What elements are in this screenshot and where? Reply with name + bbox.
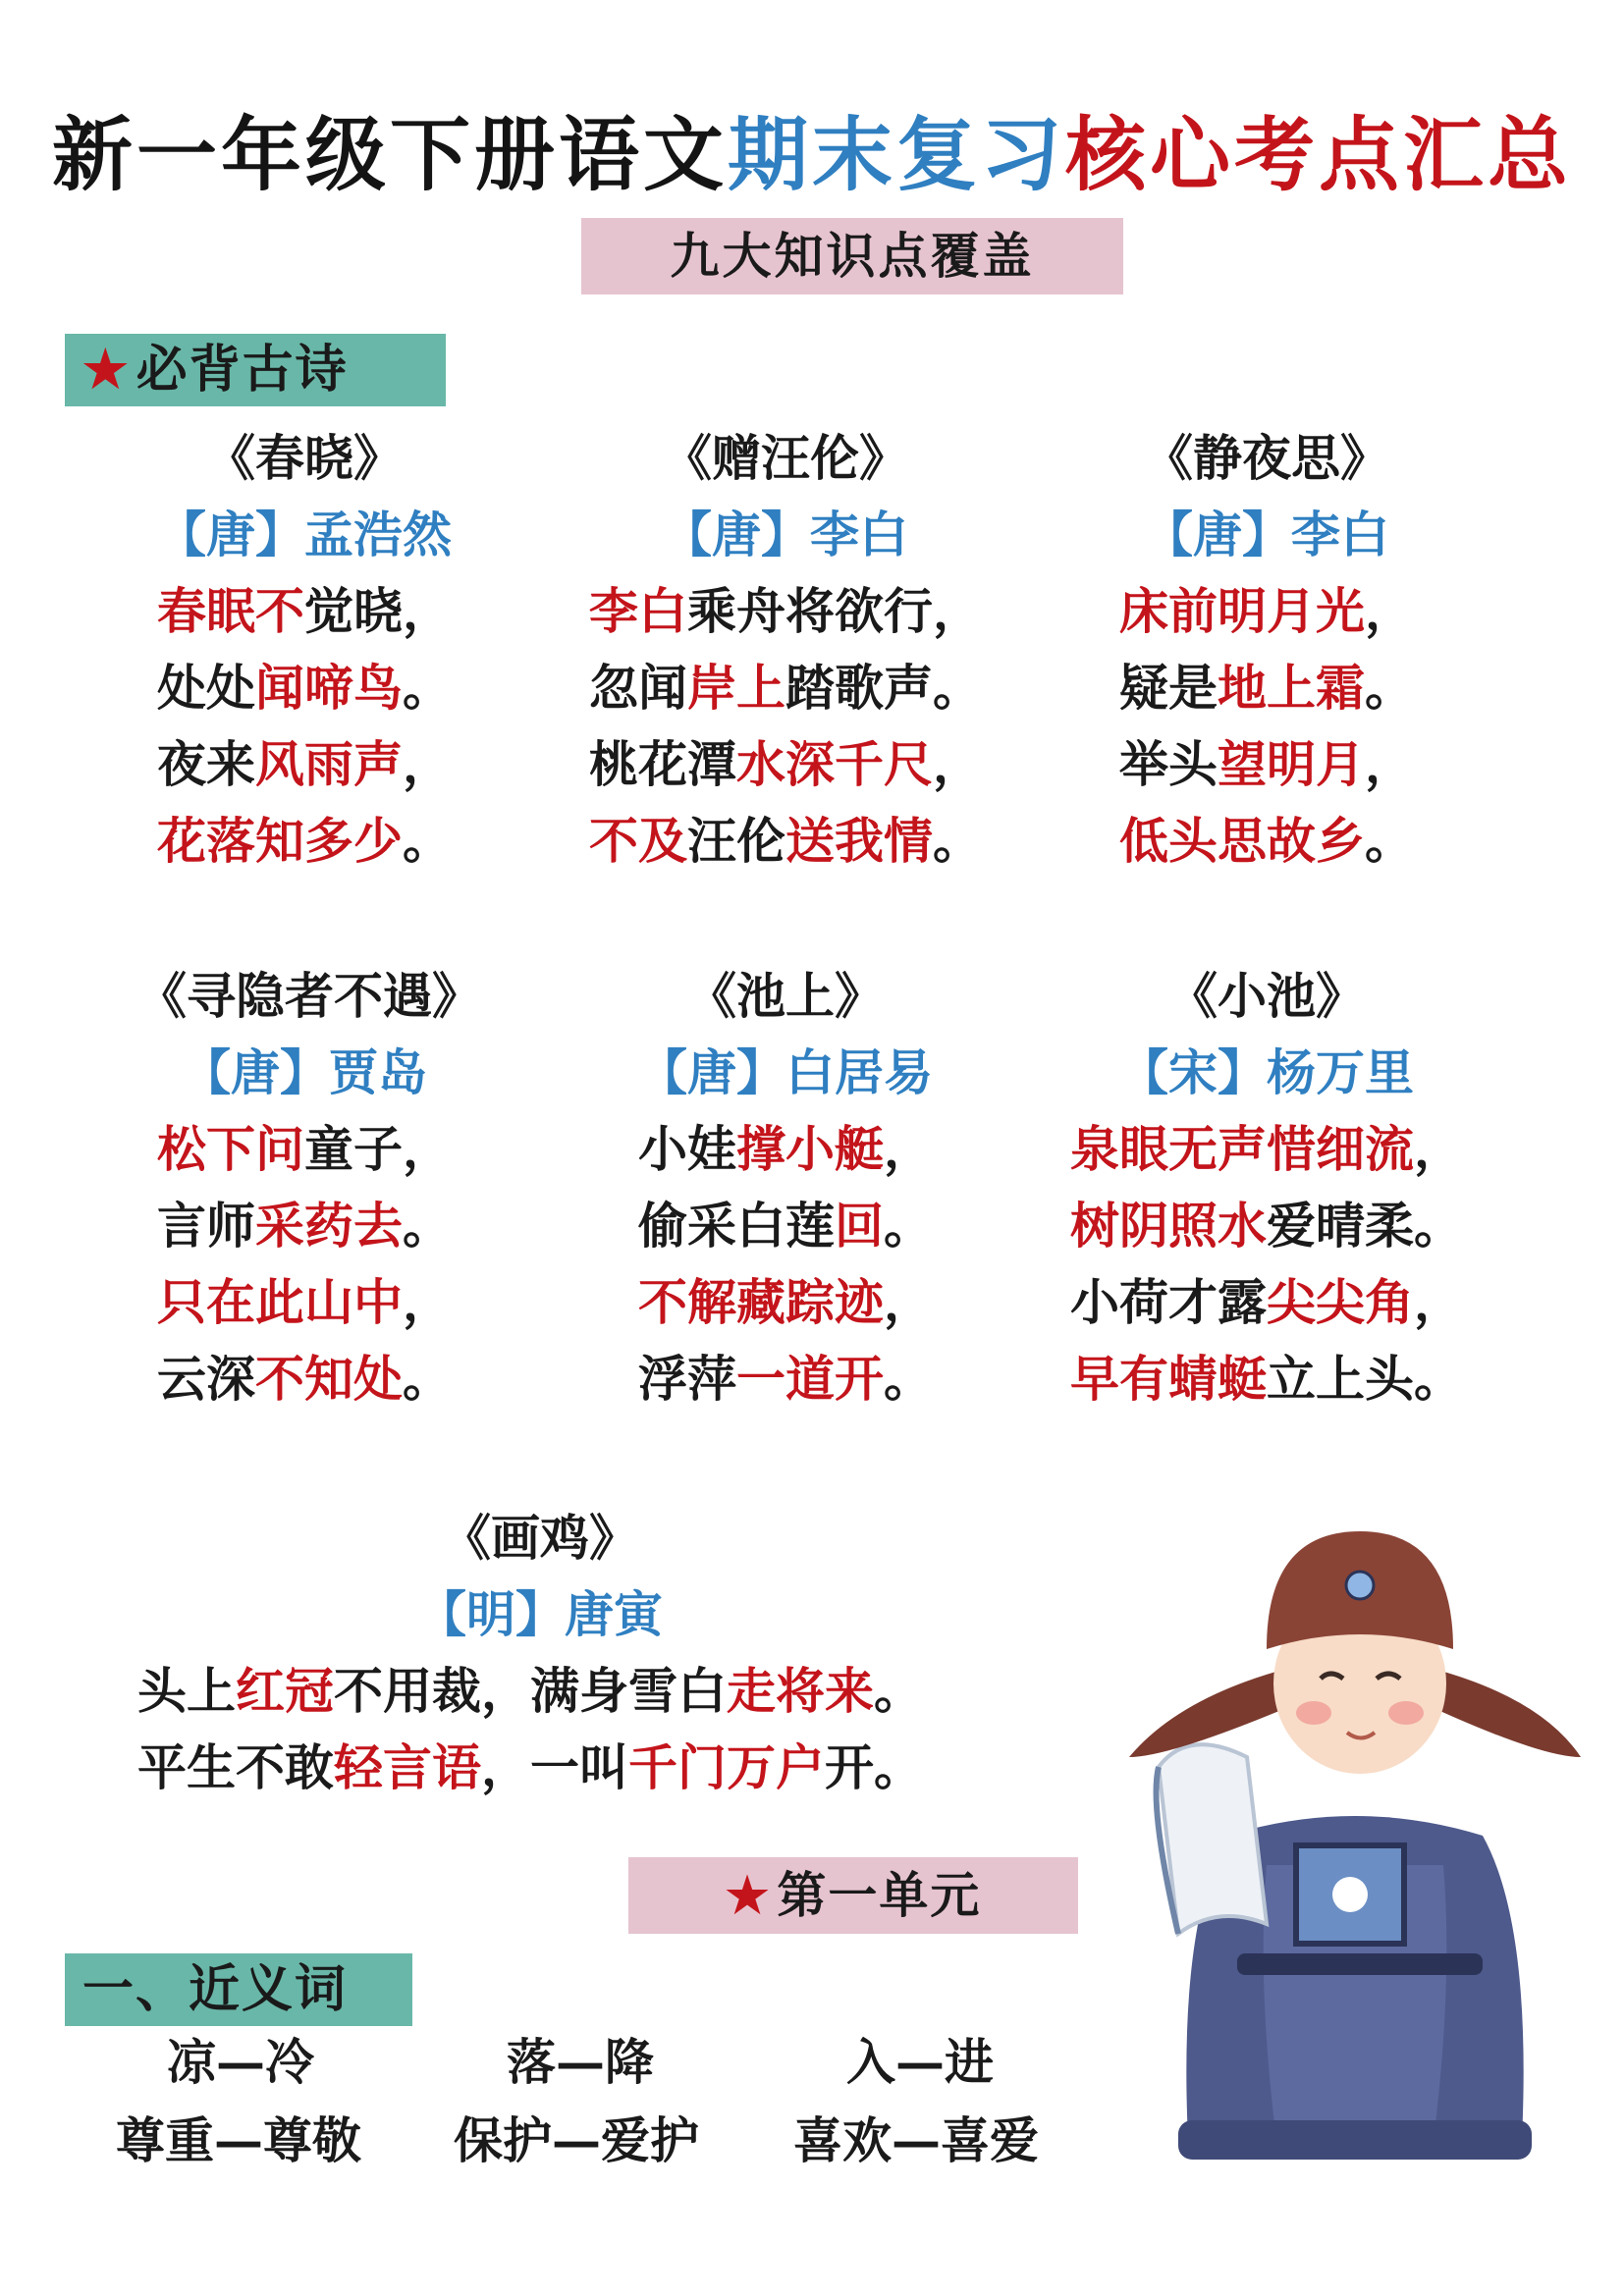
poem-line — [137, 1653, 943, 1730]
highlighted-text: 花落知多少 — [157, 812, 403, 870]
highlighted-text: 不知处 — [255, 1350, 403, 1408]
poem-line — [157, 803, 452, 880]
poem-text: 。 — [403, 812, 452, 870]
poem-line — [638, 1264, 933, 1341]
title-part-2: 期末复习 — [727, 108, 1065, 202]
poem-line — [638, 1111, 933, 1188]
highlighted-text: 风雨声 — [255, 735, 403, 793]
poem-line — [589, 726, 982, 803]
page-title — [0, 106, 1624, 204]
poem-line — [1070, 1111, 1463, 1188]
poem-text: 汪伦 — [687, 812, 785, 870]
poem-text: 平生不敢 — [137, 1738, 334, 1796]
poem-text: 处处 — [157, 659, 255, 717]
poem-author: 【唐】贾岛 — [182, 1043, 427, 1101]
highlighted-text: 树阴照水 — [1070, 1197, 1267, 1255]
poem-text: 忽闻 — [589, 659, 687, 717]
poem-line — [1070, 1341, 1463, 1417]
synonym-pair: 喜欢—喜爱 — [793, 2111, 1039, 2169]
poem-text: 。 — [884, 1197, 933, 1255]
poem-line — [638, 1188, 933, 1264]
poem-title: 《画鸡》 — [442, 1509, 638, 1567]
poem-text: 头上 — [137, 1662, 236, 1720]
highlighted-text: 千门万户 — [628, 1738, 825, 1796]
poem-title: 《池上》 — [687, 967, 884, 1025]
highlighted-text: 李白 — [589, 582, 687, 640]
poem-text: 童子， — [304, 1120, 452, 1178]
poem-text: 觉晓， — [304, 582, 452, 640]
poem-text: 偷采白莲 — [638, 1197, 835, 1255]
highlighted-text: 望明月 — [1218, 735, 1365, 793]
poem-title: 《小池》 — [1168, 967, 1365, 1025]
poem-text: 。 — [1365, 812, 1414, 870]
poem-author: 【唐】李白 — [663, 506, 908, 563]
poem-text: 。 — [403, 1197, 452, 1255]
highlighted-text: 地上霜 — [1218, 659, 1365, 717]
highlighted-text: 一道开 — [736, 1350, 884, 1408]
poem-text: 疑是 — [1119, 659, 1218, 717]
poem-title: 《寻隐者不遇》 — [137, 967, 481, 1025]
section-tag-synonyms — [65, 1953, 412, 2026]
highlighted-text: 不解藏踪迹 — [638, 1273, 884, 1331]
poem-text: 。 — [403, 659, 452, 717]
highlighted-text: 松下问 — [157, 1120, 304, 1178]
poem-author: 【宋】杨万里 — [1119, 1043, 1414, 1101]
poem-title: 《春晓》 — [206, 429, 403, 487]
section-label: 一、近义词 — [82, 1959, 349, 2019]
poem-line — [589, 573, 982, 650]
poem-line — [1119, 726, 1414, 803]
poem-text: 浮萍 — [638, 1350, 736, 1408]
poem-text: 踏歌声。 — [785, 659, 982, 717]
poem-text: 言师 — [157, 1197, 255, 1255]
highlighted-text: 送我情 — [785, 812, 933, 870]
highlighted-text: 采药去 — [255, 1197, 403, 1255]
highlighted-text: 红冠 — [236, 1662, 334, 1720]
poem-title: 《静夜思》 — [1144, 429, 1389, 487]
star-icon: ★ — [725, 1866, 772, 1924]
poem-text: ， — [884, 1273, 933, 1331]
poem-line — [157, 1341, 452, 1417]
highlighted-text: 轻言语 — [334, 1738, 481, 1796]
poem-text: ， — [1365, 735, 1414, 793]
poem-card — [1070, 958, 1463, 1417]
poem-text: ， — [1365, 582, 1414, 640]
poem-line — [1119, 573, 1414, 650]
poem-text: 举头 — [1119, 735, 1218, 793]
poem-text: 爱晴柔。 — [1267, 1197, 1463, 1255]
synonym-pair: 尊重—尊敬 — [116, 2111, 361, 2169]
highlighted-text: 只在此山中 — [157, 1273, 403, 1331]
poem-line — [638, 1341, 933, 1417]
poem-text: ， — [1414, 1120, 1463, 1178]
poem-line — [157, 1188, 452, 1264]
poem-text: 。 — [884, 1350, 933, 1408]
poem-line — [157, 1264, 452, 1341]
poem-author: 【唐】李白 — [1144, 506, 1389, 563]
synonym-pair: 保护—爱护 — [454, 2111, 699, 2169]
poem-text: 立上头。 — [1267, 1350, 1463, 1408]
scholar-illustration — [1119, 1512, 1591, 2179]
highlighted-text: 岸上 — [687, 659, 785, 717]
poem-text: 。 — [1365, 659, 1414, 717]
poem-text: 不用裁，满身雪白 — [334, 1662, 727, 1720]
highlighted-text: 撑小艇 — [736, 1120, 884, 1178]
title-part-1: 新一年级下册语文 — [51, 108, 728, 202]
section-tag-poems — [65, 334, 446, 406]
highlighted-text: 走将来 — [727, 1662, 874, 1720]
poem-line — [157, 573, 452, 650]
subtitle-banner — [581, 218, 1123, 294]
poem-title: 《赠汪伦》 — [663, 429, 908, 487]
highlighted-text: 尖尖角 — [1267, 1273, 1414, 1331]
poem-text: ， — [884, 1120, 933, 1178]
highlighted-text: 回 — [835, 1197, 884, 1255]
poem-author: 【唐】白居易 — [638, 1043, 933, 1101]
poem-text: 。 — [874, 1662, 923, 1720]
synonym-pair: 入—进 — [846, 2033, 994, 2091]
poem-text: ， — [1414, 1273, 1463, 1331]
poem-text: 桃花潭 — [589, 735, 736, 793]
star-icon: ★ — [82, 340, 131, 400]
highlighted-text: 闻啼鸟 — [255, 659, 403, 717]
poem-line — [157, 650, 452, 726]
poem-line — [1070, 1264, 1463, 1341]
poem-line — [137, 1730, 943, 1806]
unit-label: 第一单元 — [777, 1866, 982, 1924]
poem-text: 乘舟将欲行， — [687, 582, 982, 640]
poem-line — [1070, 1188, 1463, 1264]
unit-banner — [628, 1857, 1078, 1934]
poem-text: 小娃 — [638, 1120, 736, 1178]
poem-card — [579, 420, 992, 880]
highlighted-text: 水深千尺 — [736, 735, 933, 793]
poem-author: 【明】唐寅 — [417, 1585, 663, 1643]
poem-line — [157, 726, 452, 803]
poem-text: 云深 — [157, 1350, 255, 1408]
highlighted-text: 床前明月光 — [1119, 582, 1365, 640]
poem-card — [579, 958, 992, 1417]
poem-line — [157, 1111, 452, 1188]
highlighted-text: 泉眼无声惜细流 — [1070, 1120, 1414, 1178]
poem-text: 小荷才露 — [1070, 1273, 1267, 1331]
title-part-3: 核心考点汇总 — [1065, 108, 1573, 202]
poem-text: 夜来 — [157, 735, 255, 793]
poem-text: 开。 — [825, 1738, 923, 1796]
poem-line — [1119, 650, 1414, 726]
poem-line — [589, 650, 982, 726]
synonym-pair: 凉—冷 — [167, 2033, 314, 2091]
poem-text: 。 — [403, 1350, 452, 1408]
poem-huaji — [137, 1500, 943, 1806]
highlighted-text: 春眠不 — [157, 582, 304, 640]
highlighted-text: 低头思故乡 — [1119, 812, 1365, 870]
poem-card — [137, 420, 471, 880]
poem-author: 【唐】孟浩然 — [157, 506, 452, 563]
subtitle-text: 九大知识点覆盖 — [670, 227, 1035, 285]
poem-line — [589, 803, 982, 880]
highlighted-text: 不及 — [589, 812, 687, 870]
poem-text: ，一叫 — [481, 1738, 628, 1796]
poem-text: ， — [933, 735, 982, 793]
poem-line — [1119, 803, 1414, 880]
poem-card — [137, 958, 481, 1417]
poem-text: 。 — [933, 812, 982, 870]
synonym-pair: 落—降 — [507, 2033, 654, 2091]
poem-text: ， — [403, 1273, 452, 1331]
section-label: 必背古诗 — [135, 340, 349, 400]
poem-card — [1070, 420, 1463, 880]
poem-text: ， — [403, 735, 452, 793]
highlighted-text: 早有蜻蜓 — [1070, 1350, 1267, 1408]
